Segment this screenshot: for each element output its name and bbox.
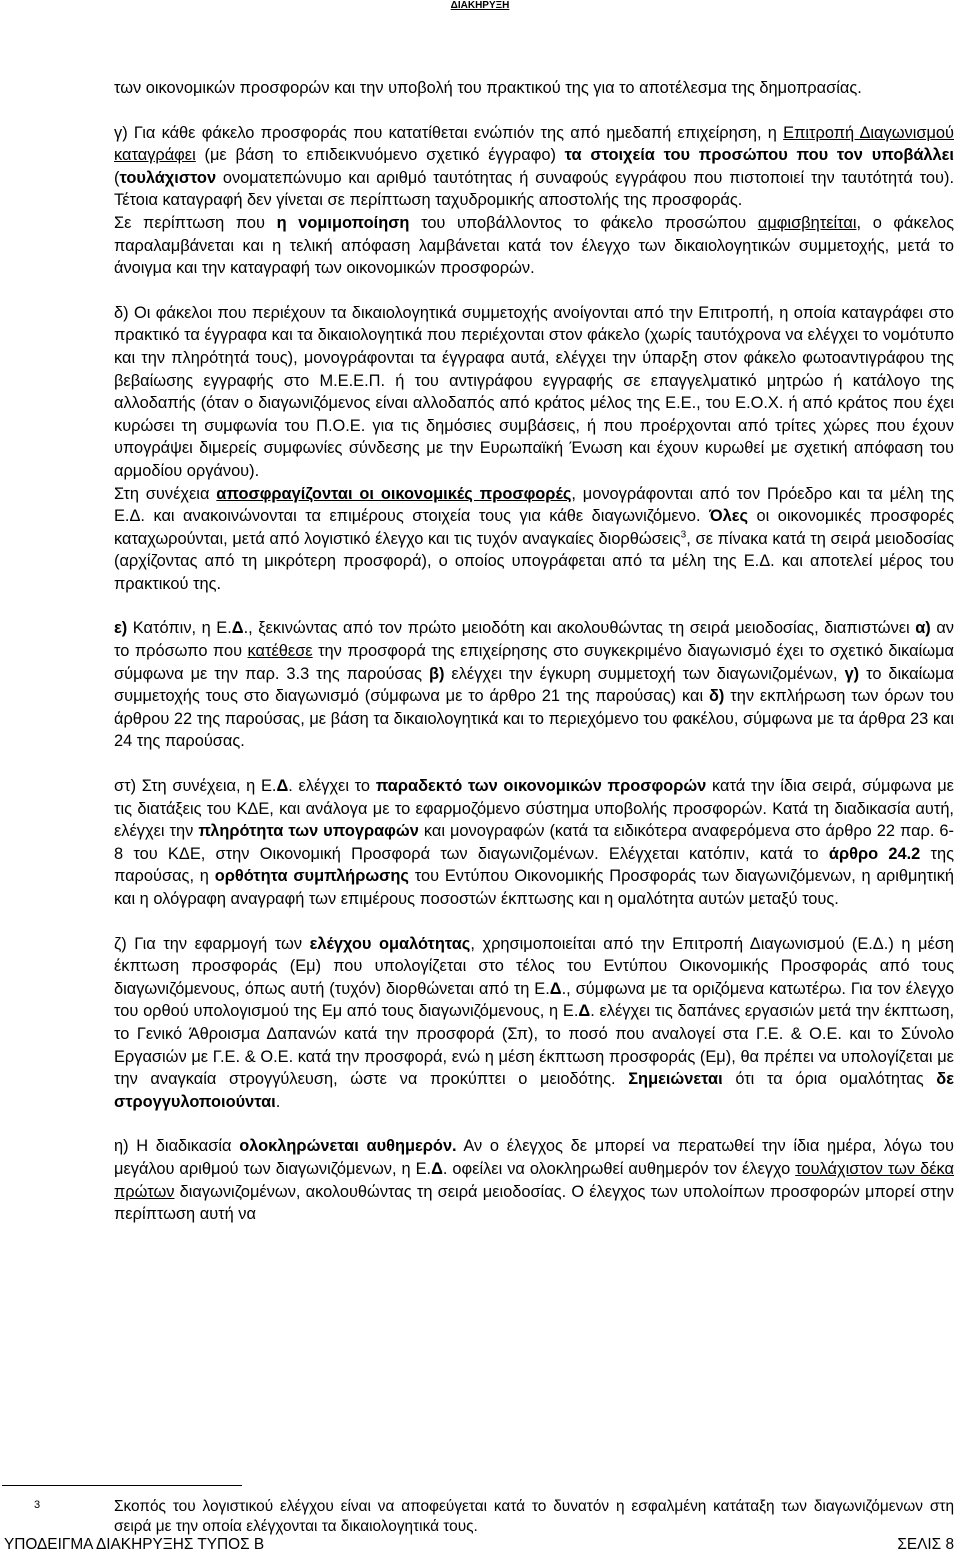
paragraph-z: ζ) Για την εφαρμογή των ελέγχου ομαλότητας, χρησιμοποιείται από την Επιτροπή Διαγωνισμού (Ε.Δ.) η μέση έκπτωση προσφοράς (Εμ) που υπολογίζεται στο τέλος του Εντύπου Οικονομικής Προσφοράς από τους διαγωνιζόμενους, όπως αυτή (τυχόν) διορθώνεται από τη Ε.Δ., σύμφωνα με τα οριζόμενα κατωτέρω. Για τον έλεγχο του ορθού υπολογισμού της Εμ από τους διαγωνιζόμενους, η Ε.Δ. ελέγχει τις δαπάνες εργασιών μετά την έκπτωση, το Γενικό Άθροισμα Δαπανών κατά την προσφορά (Σπ), το ποσό που αναλογεί στα Γ.Ε. & Ο.Ε. και το Σύνολο Εργασιών με Γ.Ε. & Ο.Ε. κατά την προσφορά, ενώ η μέση έκπτωση προσφοράς (Εμ), θα πρέπει να υπολογίζεται με την αναγκαία στρογγύλευση, ώστε να προκύπτει ο μειοδότης. Σημειώνεται ότι τα όρια ομαλότητας δε στρογγυλοποιούνται. bbox=[114, 934, 955, 1111]
footnote-reference[interactable]: 3 bbox=[680, 529, 687, 541]
footer-document-title: ΥΠΟΔΕΙΓΜΑ ΔΙΑΚΗΡΥΞΗΣ ΤΥΠΟΣ Β bbox=[4, 1536, 265, 1553]
paragraph-g-legitimation: Σε περίπτωση που η νομιμοποίηση του υποβάλλοντος το φάκελο προσώπου αμφισβητείται, ο φάκελος παραλαμβάνεται και η τελική απόφαση λαμβάνεται κατά τον έλεγχο των δικαιολογητικών συμμετοχής, μετά το άνοιγμα και την καταγραφή των οικονομικών προσφορών. bbox=[114, 213, 954, 278]
paragraph-d: δ) Οι φάκελοι που περιέχουν τα δικαιολογητικά συμμετοχής ανοίγονται από την Επιτροπή, η οποία καταγράφει στο πρακτικό τα έγγραφα και τα δικαιολογητικά που περιέχονται στον φάκελο (χωρίς ταυτόχρονα να ελέγχει το νομότυπο και την πληρότητά τους), μονογράφονται τα έγγραφα αυτά, ελέγχει την ύπαρξη στον φάκελο φωτοαντιγράφου της βεβαίωσης εγγραφής στο Μ.Ε.Ε.Π. ή του αντιγράφου εγγραφής σε επαγγελματικό μητρώο ή κατάλογο της αλλοδαπής (όταν ο διαγωνιζόμενος είναι αλλοδαπός από κράτος μέλος της Ε.Ε., του Ε.Ο.Χ. ή από κράτος που έχει κυρώσει τη συμφωνία του Π.Ο.Ε. για τις δημόσιες συμβάσεις, ή που προέρχονται από τρίτες χώρες που έχουν υπογράψει διμερείς συμφωνίες σύνδεσης με την Ευρωπαϊκή Ένωση και έχουν κυρωθεί με σχετική απόφαση του αρμοδίου οργάνου). bbox=[114, 303, 954, 480]
paragraph-g: γ) Για κάθε φάκελο προσφοράς που κατατίθεται ενώπιόν της από ημεδαπή επιχείρηση, η Επιτροπή Διαγωνισμού καταγράφει (με βάση το επιδεικνυόμενο σχετικό έγγραφο) τα στοιχεία του προσώπου που τον υποβάλλει (τουλάχιστον ονοματεπώνυμο και αριθμό ταυτότητας ή συναφούς εγγράφου που πιστοποιεί την ταυτότητά του). Τέτοια καταγραφή δεν γίνεται σε περίπτωση ταχυδρομικής αποστολής της προσφοράς. bbox=[114, 123, 955, 210]
page-header-title: ΔΙΑΚΗΡΥΞΗ bbox=[450, 0, 510, 11]
paragraph-h: η) Η διαδικασία ολοκληρώνεται αυθημερόν. Αν ο έλεγχος δε μπορεί να περατωθεί την ίδια ημέρα, λόγω του μεγάλου αριθμού των διαγωνιζόμενων, η Ε.Δ. οφείλει να ολοκληρωθεί αυθημερόν τον έλεγχο τουλάχιστον των δέκα πρώτων διαγωνιζομένων, ακολουθώντας τη σειρά μειοδοσίας. Ο έλεγχος των υπολοίπων προσφορών μπορεί στην περίπτωση αυτή να bbox=[114, 1137, 954, 1224]
footnote bbox=[4, 1497, 954, 1537]
paragraph-d-financial: Στη συνέχεια αποσφραγίζονται οι οικονομικές προσφορές, μονογράφονται από τον Πρόεδρο και τα μέλη της Ε.Δ. και ανακοινώνονται τα επιμέρους στοιχεία τους για κάθε διαγωνιζόμενο. Όλες οι οικονομικές προσφορές καταχωρούνται, μετά από λογιστικό έλεγχο και τις τυχόν αναγκαίες διορθώσεις$^3$, σε πίνακα κατά τη σειρά μειοδοσίας (αρχίζοντας από τη μικρότερη προσφορά), ο οποίος υπογράφεται από τα μέλη της Ε.Δ. και αποτελεί μέρος του πρακτικού της. bbox=[114, 484, 955, 593]
paragraph-e: ε) Κατόπιν, η Ε.Δ., ξεκινώντας από τον πρώτο μειοδότη και ακολουθώντας τη σειρά μειοδοσίας, διαπιστώνει α) αν το πρόσωπο που κατέθεσε την προσφορά της επιχείρησης στο συγκεκριμένο διαγωνισμό έχει το σχετικό δικαίωμα σύμφωνα με την παρ. 3.3 της παρούσας β) ελέγχει την έγκυρη συμμετοχή των διαγωνιζομένων, γ) το δικαίωμα συμμετοχής τους στο διαγωνισμό (σύμφωνα με το άρθρο 21 της παρούσας) και δ) την εκπλήρωση των όρων του άρθρου 22 της παρούσας, με βάση τα δικαιολογητικά και το περιεχόμενο του φακέλου, σύμφωνα με τα άρθρα 23 και 24 της παρούσας. bbox=[114, 619, 955, 751]
footnote-text: Σκοπός του λογιστικού ελέγχου είναι να αποφεύγεται κατά το δυνατόν η εσφαλμένη κατάταξη των διαγωνιζόμενων στη σειρά με την οποία ελέγχονται τα δικαιολογητικά τους. bbox=[114, 1498, 954, 1535]
document-body bbox=[114, 77, 954, 1226]
paragraph-st: στ) Στη συνέχεια, η Ε.Δ. ελέγχει το παραδεκτό των οικονομικών προσφορών κατά την ίδια σειρά, σύμφωνα με τις διατάξεις του ΚΔΕ, και ανάλογα με το εφαρμοζόμενο σύστημα υποβολής προσφορών. Κατά τη διαδικασία αυτή, ελέγχει την πληρότητα των υπογραφών και μονογραφών (κατά τα ειδικότερα αναφερόμενα στο άρθρο 22 παρ. 6-8 του ΚΔΕ, στην Οικονομική Προσφορά των διαγωνιζομένων. Ελέγχεται κατόπιν, κατά το άρθρο 24.2 της παρούσας, η ορθότητα συμπλήρωσης του Εντύπου Οικονομικής Προσφοράς των διαγωνιζόμενων, η αριθμητική και η ολόγραφη αναγραφή των επιμέρους ποσοστών έκπτωσης και η ομαλότητα αυτών μεταξύ τους. bbox=[114, 777, 955, 908]
footer-page-number: ΣΕΛΙΣ 8 bbox=[897, 1536, 954, 1553]
paragraph-continuation: των οικονομικών προσφορών και την υποβολή του πρακτικού της για το αποτέλεσμα της δημοπρασίας. bbox=[114, 79, 862, 97]
footnote-number: 3 bbox=[34, 1499, 41, 1511]
footnote-separator bbox=[2, 1485, 242, 1486]
